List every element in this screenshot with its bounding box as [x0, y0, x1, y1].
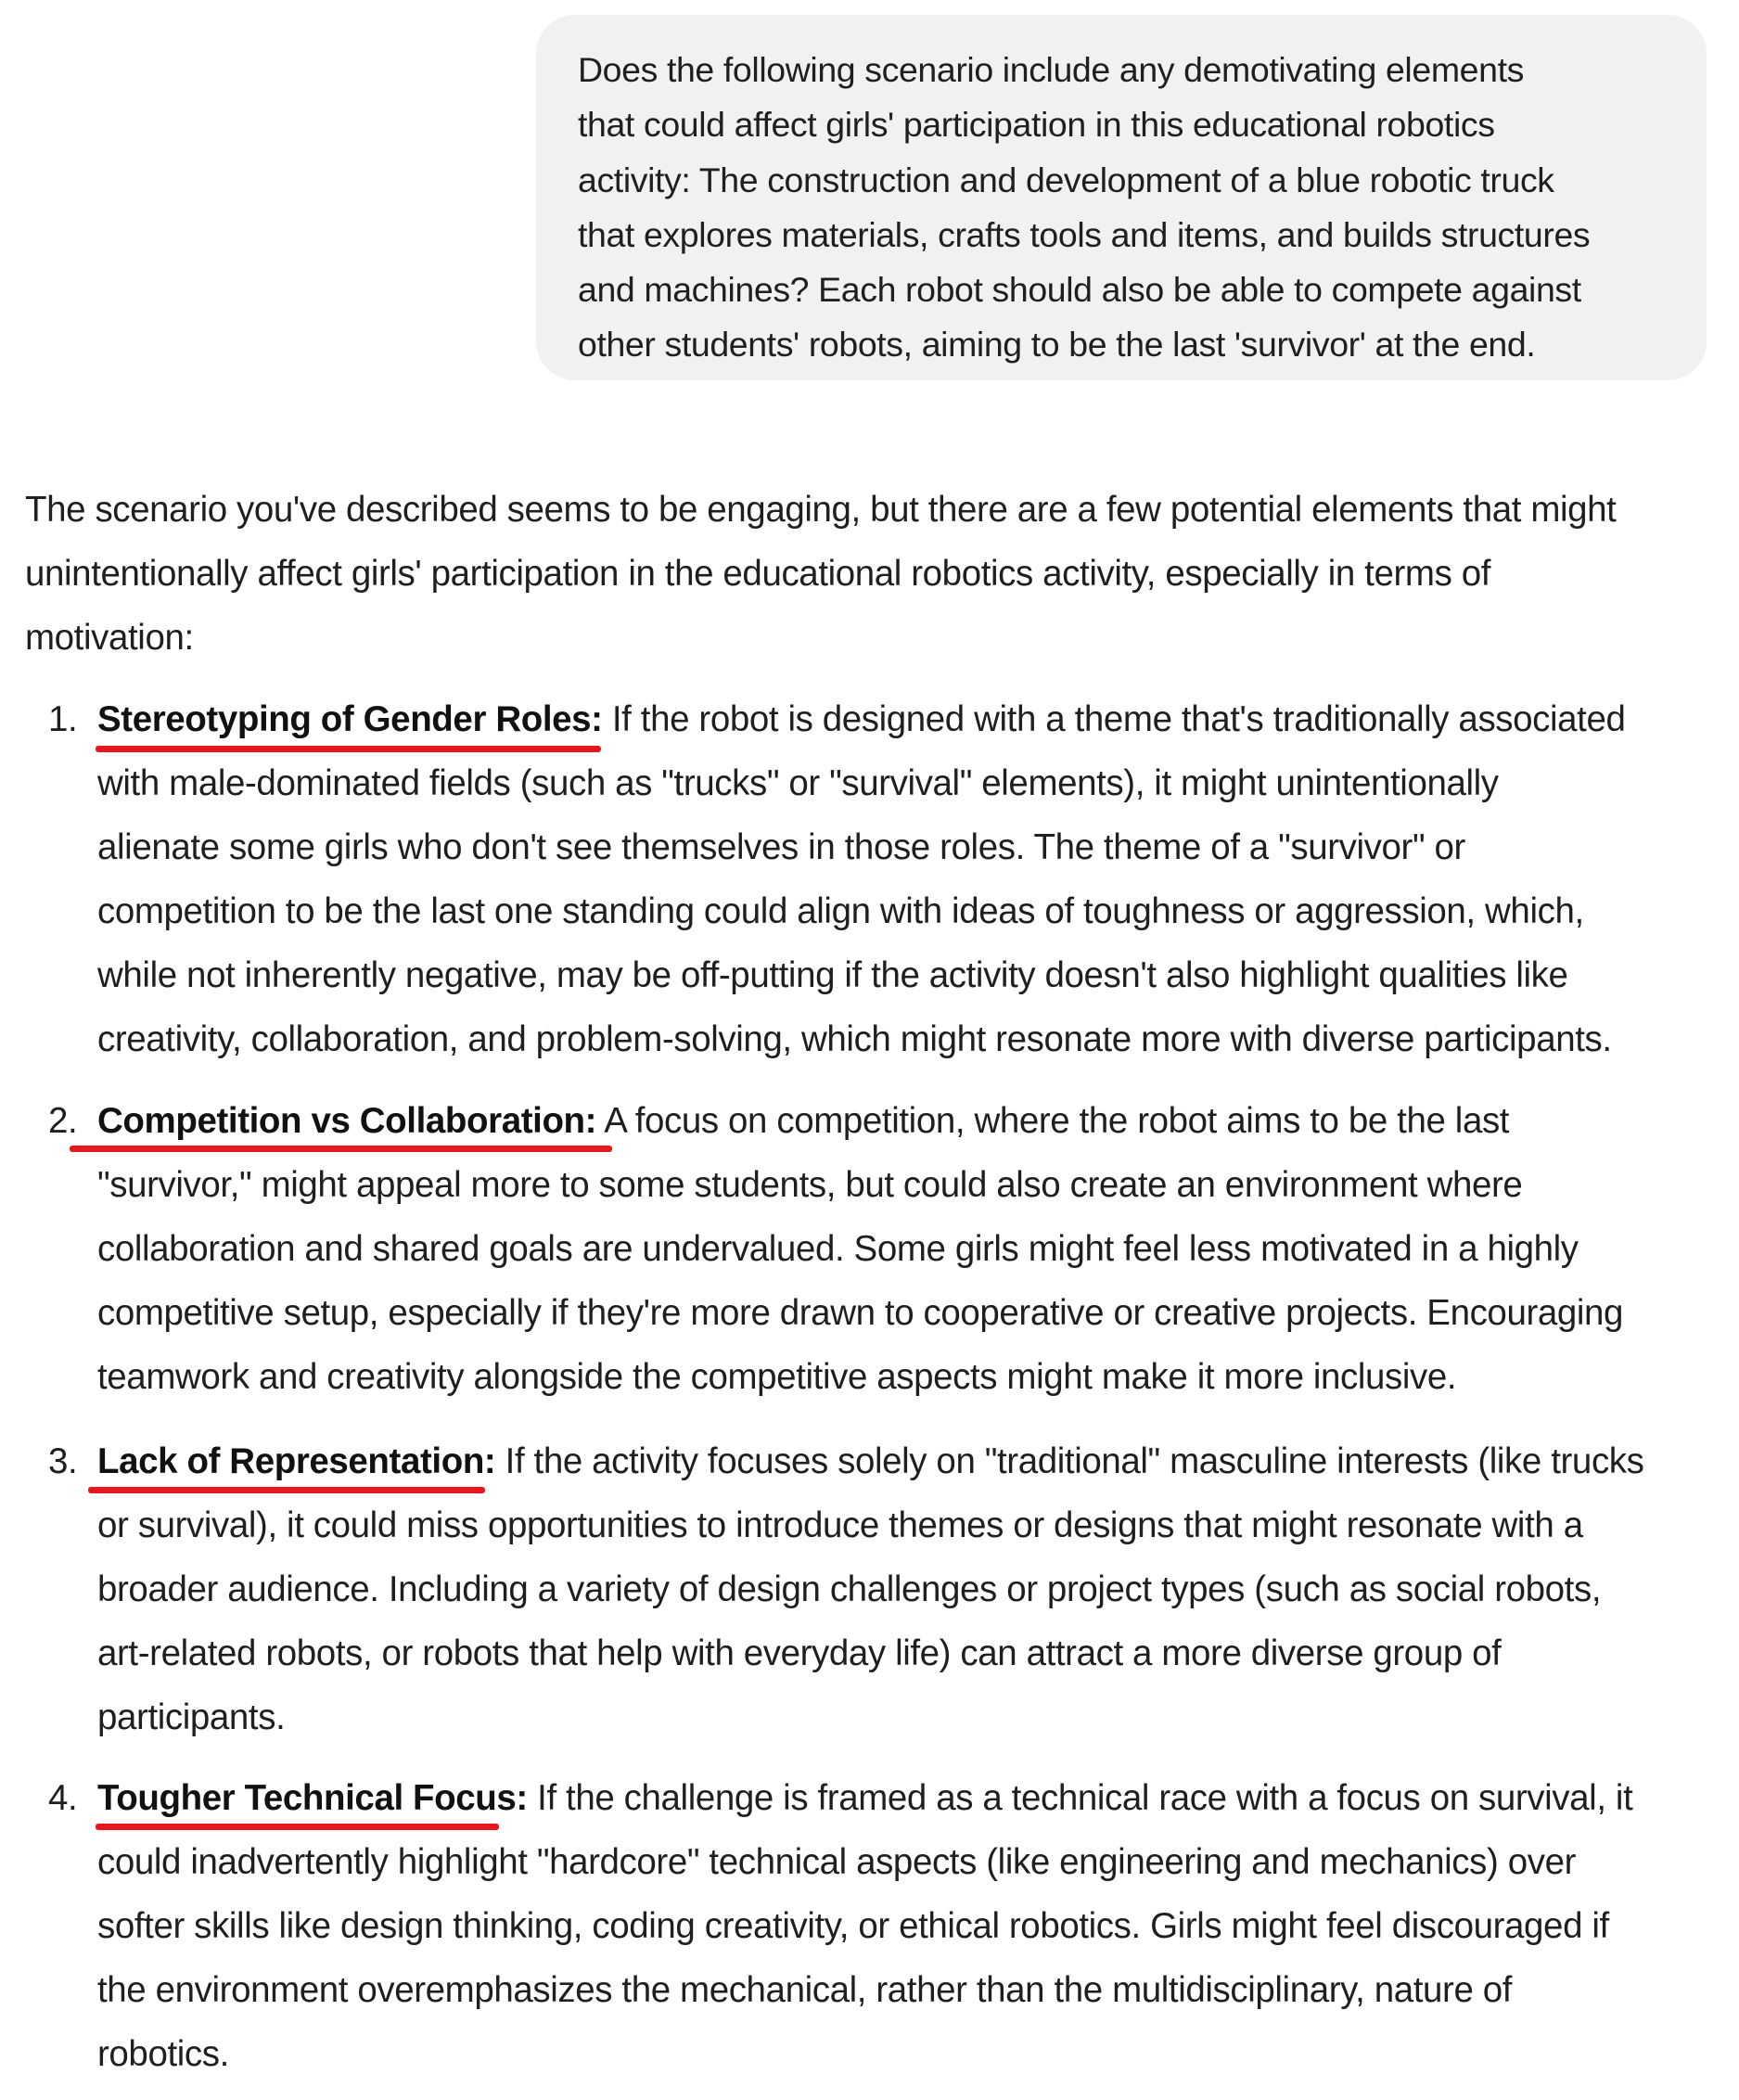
list-item-line: teamwork and creativity alongside the competitive aspects might make it more inclusive.: [97, 1357, 1457, 1397]
list-item-line: creativity, collaboration, and problem-solving, which might resonate more with diverse participants.: [97, 1019, 1612, 1059]
list-item-line: "survivor," might appeal more to some students, but could also create an environment where: [97, 1165, 1523, 1205]
intro-line: motivation:: [25, 618, 194, 658]
intro-line: unintentionally affect girls' participation in the educational robotics activity, especially in terms of: [25, 554, 1491, 594]
list-item-number: 4.: [48, 1778, 78, 1818]
list-item-title: Stereotyping of Gender Roles:: [97, 699, 603, 739]
list-item-line: competitive setup, especially if they're more drawn to cooperative or creative projects. Encouraging: [97, 1293, 1624, 1333]
list-item-line: alienate some girls who don't see themselves in those roles. The theme of a "survivor" or: [97, 827, 1465, 867]
user-message-line: Does the following scenario include any demotivating elements: [578, 50, 1524, 89]
red-underline-annotation: [96, 1824, 499, 1830]
list-item-line: softer skills like design thinking, coding creativity, or ethical robotics. Girls might feel discouraged if: [97, 1906, 1609, 1946]
user-message-line: activity: The construction and development of a blue robotic truck: [578, 160, 1554, 199]
user-message-line: that explores materials, crafts tools and items, and builds structures: [578, 214, 1591, 254]
user-message-line: that could affect girls' participation in this educational robotics: [578, 105, 1495, 145]
list-item-line: with male-dominated fields (such as "trucks" or "survival" elements), it might unintentionally: [97, 763, 1499, 803]
list-item-text: If the robot is designed with a theme that's traditionally associated: [602, 699, 1626, 739]
list-item-title: Tougher Technical Focus:: [97, 1778, 528, 1818]
list-item-title: Competition vs Collaboration:: [97, 1101, 597, 1141]
list-item-line: or survival), it could miss opportunities to introduce themes or designs that might resonate with a: [97, 1505, 1583, 1545]
list-item-line: participants.: [97, 1697, 286, 1737]
list-item-3: [48, 1429, 1730, 1749]
list-item-line: while not inherently negative, may be off-putting if the activity doesn't also highlight qualities like: [97, 955, 1568, 995]
list-item-2: [48, 1089, 1730, 1409]
list-item-text: A focus on competition, where the robot aims to be the last: [596, 1101, 1510, 1141]
list-item-text: If the activity focuses solely on "traditional" masculine interests (like trucks: [495, 1441, 1644, 1481]
list-item-title: Lack of Representation:: [97, 1441, 496, 1481]
user-message-line: and machines? Each robot should also be able to compete against: [578, 270, 1581, 310]
list-item-line: [97, 687, 1730, 751]
response-intro: [25, 478, 1722, 670]
list-item-text: If the challenge is framed as a technical race with a focus on survival, it: [527, 1778, 1633, 1818]
user-message-bubble: [536, 15, 1707, 380]
list-item-line: collaboration and shared goals are undervalued. Some girls might feel less motivated in a highly: [97, 1229, 1579, 1269]
list-item-line: broader audience. Including a variety of design challenges or project types (such as social robots,: [97, 1569, 1602, 1609]
red-underline-annotation: [96, 746, 601, 752]
list-item-line: art-related robots, or robots that help with everyday life) can attract a more diverse group of: [97, 1633, 1502, 1673]
list-item-number: 1.: [48, 699, 78, 739]
red-underline-annotation: [88, 1487, 485, 1493]
list-item-line: [97, 1429, 1730, 1493]
list-item-line: [97, 1089, 1730, 1153]
list-item-number: 2.: [48, 1101, 78, 1141]
list-item-4: [48, 1766, 1730, 2086]
user-message-line: other students' robots, aiming to be the last 'survivor' at the end.: [578, 325, 1536, 365]
list-item-line: could inadvertently highlight "hardcore" technical aspects (like engineering and mechanics) over: [97, 1842, 1577, 1882]
list-item-number: 3.: [48, 1441, 78, 1481]
red-underline-annotation: [70, 1146, 612, 1152]
list-item-line: [97, 1766, 1730, 1830]
intro-line: The scenario you've described seems to be engaging, but there are a few potential elements that might: [25, 490, 1617, 530]
list-item-line: competition to be the last one standing could align with ideas of toughness or aggression, which,: [97, 891, 1584, 931]
list-item-line: robotics.: [97, 2034, 229, 2074]
list-item-line: the environment overemphasizes the mechanical, rather than the multidisciplinary, nature of: [97, 1970, 1513, 2010]
